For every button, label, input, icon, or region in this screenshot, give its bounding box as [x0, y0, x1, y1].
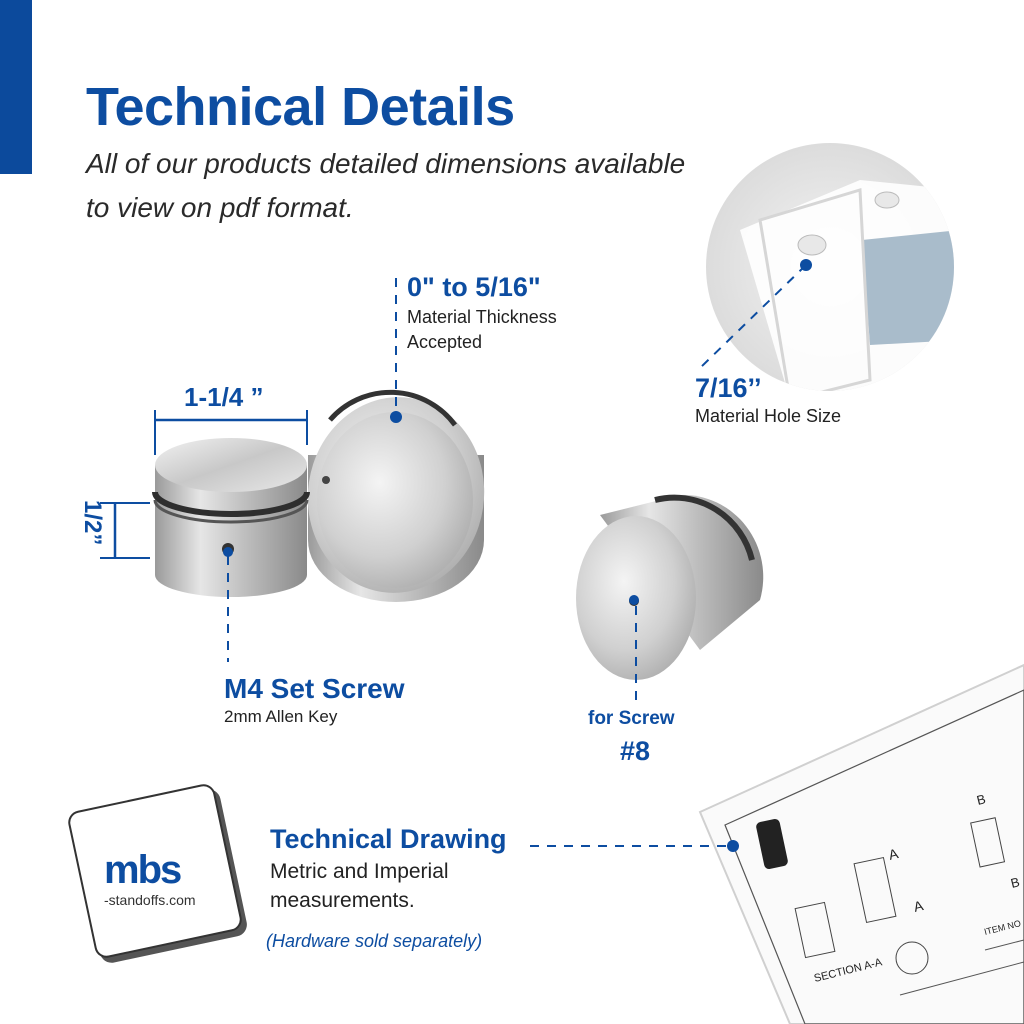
- set-screw-description: 2mm Allen Key: [224, 707, 338, 726]
- svg-text:ITEM NO: ITEM NO: [983, 918, 1022, 937]
- hole-size-description: Material Hole Size: [695, 406, 842, 426]
- page-title: Technical Details: [86, 77, 515, 137]
- thickness-value: 0" to 5/16": [407, 272, 541, 302]
- thickness-description: Material Thickness Accepted: [407, 307, 557, 352]
- page-subtitle: All of our products detailed dimensions available to view on pdf format.: [86, 148, 686, 223]
- for-screw-label: for Screw: [588, 708, 675, 729]
- svg-text:A: A: [911, 897, 925, 915]
- screw-marker-dot: [629, 595, 639, 605]
- hole-marker-dot: [800, 259, 812, 271]
- standoff-front: [155, 438, 307, 597]
- brand-domain: -standoffs.com: [104, 892, 196, 908]
- hole-detail-circle: [706, 143, 960, 400]
- set-screw-title: M4 Set Screw: [224, 673, 405, 704]
- svg-text:B: B: [975, 791, 988, 808]
- svg-text:B: B: [1009, 874, 1022, 891]
- thickness-marker-dot: [390, 411, 402, 423]
- drawing-description: Metric and Imperial measurements.: [270, 860, 449, 912]
- hardware-note: (Hardware sold separately): [266, 931, 483, 951]
- svg-text:A: A: [886, 845, 900, 863]
- hole-size-value: 7/16’’: [695, 373, 762, 403]
- width-value: 1-1/4 ”: [184, 382, 264, 412]
- screw-number: #8: [620, 736, 651, 766]
- brand-logo: mbs: [104, 848, 181, 892]
- drawing-title: Technical Drawing: [270, 824, 507, 854]
- set-screw-marker-dot: [223, 547, 233, 557]
- drawing-marker-dot: [727, 840, 739, 852]
- height-value: 1/2”: [79, 500, 106, 546]
- standoff-right: [576, 495, 763, 680]
- svg-text:SECTION A-A: SECTION A-A: [812, 956, 884, 985]
- technical-drawing-sheet: [700, 665, 1024, 1024]
